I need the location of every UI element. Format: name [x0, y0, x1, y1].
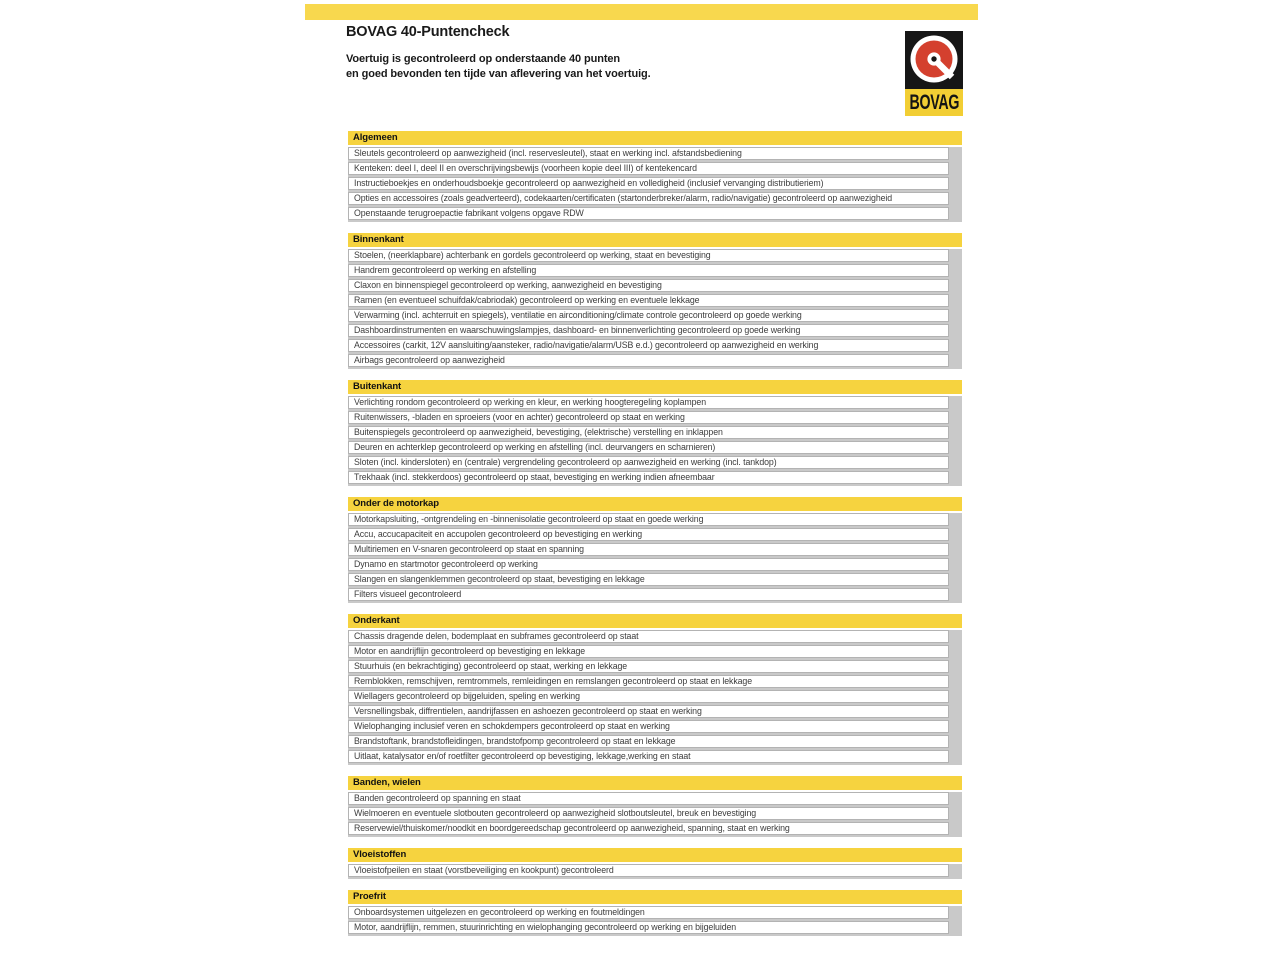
checklist-item: Handrem gecontroleerd op werking en afstelling — [348, 264, 949, 277]
section-algemeen — [348, 131, 962, 222]
checklist-item: Chassis dragende delen, bodemplaat en subframes gecontroleerd op staat — [348, 630, 949, 643]
top-accent-bar — [305, 4, 978, 20]
section-body — [348, 147, 962, 222]
checklist-item: Stoelen, (neerklapbare) achterbank en gordels gecontroleerd op werking, staat en bevestiging — [348, 249, 949, 262]
checklist-item: Multiriemen en V-snaren gecontroleerd op staat en spanning — [348, 543, 949, 556]
bovag-logo-wordmark — [905, 89, 963, 116]
section-header: Algemeen — [348, 131, 962, 145]
checklist-item: Vloeistofpeilen en staat (vorstbeveiliging en kookpunt) gecontroleerd — [348, 864, 949, 877]
checklist-item: Opties en accessoires (zoals geadverteerd), codekaarten/certificaten (startonderbreker/alarm, radio/navigatie) gecontroleerd op aanwezigheid — [348, 192, 949, 205]
checklist-item: Onboardsystemen uitgelezen en gecontroleerd op werking en foutmeldingen — [348, 906, 949, 919]
checklist-item: Motor, aandrijflijn, remmen, stuurinrichting en wielophanging gecontroleerd op werking en bijgeluiden — [348, 921, 949, 934]
checklist-item: Verwarming (incl. achterruit en spiegels), ventilatie en airconditioning/climate controle gecontroleerd op goede werking — [348, 309, 949, 322]
section-body — [348, 249, 962, 369]
checklist-item: Trekhaak (incl. stekkerdoos) gecontroleerd op staat, bevestiging en werking indien afneembaar — [348, 471, 949, 484]
section-header: Onderkant — [348, 614, 962, 628]
checklist-item: Instructieboekjes en onderhoudsboekje gecontroleerd op aanwezigheid en volledigheid (inclusief vervanging distributieriem) — [348, 177, 949, 190]
checklist-item: Remblokken, remschijven, remtrommels, remleidingen en remslangen gecontroleerd op staat en lekkage — [348, 675, 949, 688]
section-header: Buitenkant — [348, 380, 962, 394]
section-body — [348, 792, 962, 837]
checklist-item: Reservewiel/thuiskomer/noodkit en boordgereedschap gecontroleerd op aanwezigheid, spanning, staat en werking — [348, 822, 949, 835]
checklist-item: Stuurhuis (en bekrachtiging) gecontroleerd op staat, werking en lekkage — [348, 660, 949, 673]
page-title: BOVAG 40-Puntencheck — [346, 24, 510, 40]
checklist-item: Wielophanging inclusief veren en schokdempers gecontroleerd op staat en werking — [348, 720, 949, 733]
checklist-item: Kenteken: deel I, deel II en overschrijvingsbewijs (voorheen kopie deel III) of kentekencard — [348, 162, 949, 175]
section-binnenkant — [348, 233, 962, 369]
section-body — [348, 396, 962, 486]
checklist-item: Sleutels gecontroleerd op aanwezigheid (incl. reservesleutel), staat en werking incl. afstandsbediening — [348, 147, 949, 160]
checklist-item: Accessoires (carkit, 12V aansluiting/aansteker, radio/navigatie/alarm/USB e.d.) gecontroleerd op aanwezigheid en werking — [348, 339, 949, 352]
bovag-logo — [905, 31, 963, 116]
section-header: Proefrit — [348, 890, 962, 904]
section-header: Banden, wielen — [348, 776, 962, 790]
section-header: Binnenkant — [348, 233, 962, 247]
checklist-item: Motorkapsluiting, -ontgrendeling en -binnenisolatie gecontroleerd op staat en goede werking — [348, 513, 949, 526]
bovag-logo-text: BOVAG — [909, 90, 959, 115]
checklist-item: Brandstoftank, brandstofleidingen, brandstofpomp gecontroleerd op staat en lekkage — [348, 735, 949, 748]
checklist-item: Dashboardinstrumenten en waarschuwingslampjes, dashboard- en binnenverlichting gecontroleerd op goede werking — [348, 324, 949, 337]
checklist-item: Wielmoeren en eventuele slotbouten gecontroleerd op aanwezigheid slotboutsleutel, breuk en bevestiging — [348, 807, 949, 820]
section-body — [348, 630, 962, 765]
checklist-item: Sloten (incl. kindersloten) en (centrale) vergrendeling gecontroleerd op aanwezigheid en werking (incl. tankdop) — [348, 456, 949, 469]
checklist-item: Accu, accucapaciteit en accupolen gecontroleerd op bevestiging en werking — [348, 528, 949, 541]
checklist-item: Ramen (en eventueel schuifdak/cabriodak) gecontroleerd op werking en eventuele lekkage — [348, 294, 949, 307]
checklist-item: Wiellagers gecontroleerd op bijgeluiden, speling en werking — [348, 690, 949, 703]
checklist-item: Buitenspiegels gecontroleerd op aanwezigheid, bevestiging, (elektrische) verstelling en inklappen — [348, 426, 949, 439]
checklist-item: Versnellingsbak, diffrentielen, aandrijfassen en ashoezen gecontroleerd op staat en werking — [348, 705, 949, 718]
section-proefrit — [348, 890, 962, 936]
checklist-item: Slangen en slangenklemmen gecontroleerd op staat, bevestiging en lekkage — [348, 573, 949, 586]
bovag-wheel-icon — [905, 31, 963, 89]
checklist-item: Airbags gecontroleerd op aanwezigheid — [348, 354, 949, 367]
checklist-item: Deuren en achterklep gecontroleerd op werking en afstelling (incl. deurvangers en scharnieren) — [348, 441, 949, 454]
page-subtitle-line-1: Voertuig is gecontroleerd op onderstaande 40 punten — [346, 53, 621, 65]
checklist-item: Claxon en binnenspiegel gecontroleerd op werking, aanwezigheid en bevestiging — [348, 279, 949, 292]
section-header: Onder de motorkap — [348, 497, 962, 511]
checklist-item: Motor en aandrijflijn gecontroleerd op bevestiging en lekkage — [348, 645, 949, 658]
section-body — [348, 513, 962, 603]
section-banden-wielen — [348, 776, 962, 837]
section-body — [348, 864, 962, 879]
checklist-item: Openstaande terugroepactie fabrikant volgens opgave RDW — [348, 207, 949, 220]
section-body — [348, 906, 962, 936]
page-subtitle-line-2: en goed bevonden ten tijde van aflevering van het voertuig. — [346, 68, 651, 80]
checklist-item: Verlichting rondom gecontroleerd op werking en kleur, en werking hoogteregeling koplampen — [348, 396, 949, 409]
checklist-item: Filters visueel gecontroleerd — [348, 588, 949, 601]
checklist-item: Banden gecontroleerd op spanning en staat — [348, 792, 949, 805]
checklist-item: Uitlaat, katalysator en/of roetfilter gecontroleerd op bevestiging, lekkage,werking en staat — [348, 750, 949, 763]
section-vloeistoffen — [348, 848, 962, 879]
checklist-item: Ruitenwissers, -bladen en sproeiers (voor en achter) gecontroleerd op staat en werking — [348, 411, 949, 424]
section-header: Vloeistoffen — [348, 848, 962, 862]
checklist — [348, 131, 962, 947]
section-onder-de-motorkap — [348, 497, 962, 603]
checklist-item: Dynamo en startmotor gecontroleerd op werking — [348, 558, 949, 571]
section-buitenkant — [348, 380, 962, 486]
page-subtitle — [346, 52, 651, 82]
section-onderkant — [348, 614, 962, 765]
